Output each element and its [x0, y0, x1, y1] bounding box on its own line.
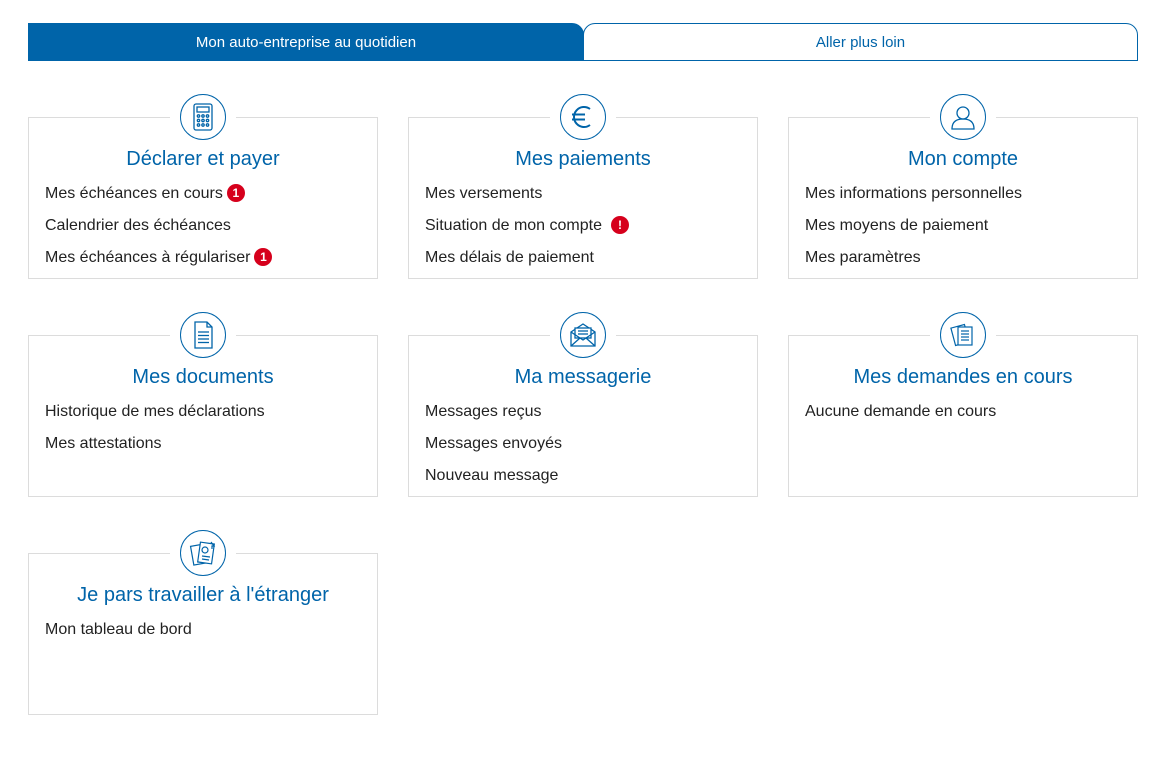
link-delais-paiement[interactable] [425, 247, 747, 279]
card-icon-wrap [930, 312, 996, 360]
link-echeances-regulariser[interactable] [45, 247, 367, 279]
card-icon-wrap [170, 94, 236, 142]
link-label: Historique de mes déclarations [45, 403, 265, 420]
main-tabs [28, 23, 1138, 61]
link-label: Mes moyens de paiement [805, 217, 989, 234]
card-title: Je pars travailler à l'étranger [77, 584, 329, 606]
card-icon-wrap [550, 94, 616, 142]
envelope-icon [560, 312, 606, 358]
link-label: Mes attestations [45, 435, 162, 452]
document-icon [180, 312, 226, 358]
card-icon-wrap [930, 94, 996, 142]
link-label: Calendrier des échéances [45, 217, 231, 234]
link-label: Situation de mon compte [425, 217, 602, 234]
link-aucune-demande [805, 401, 1127, 433]
link-tableau-de-bord[interactable] [45, 619, 367, 651]
card-travailler-etranger [28, 553, 378, 715]
tab-quotidien[interactable]: Mon auto-entreprise au quotidien [28, 23, 584, 61]
card-icon-wrap [550, 312, 616, 360]
link-label: Mes informations personnelles [805, 185, 1022, 202]
link-label: Mes délais de paiement [425, 249, 594, 266]
euro-icon [560, 94, 606, 140]
card-mon-compte [788, 117, 1138, 279]
card-title: Mon compte [907, 148, 1019, 170]
card-declarer-payer [28, 117, 378, 279]
link-messages-recus[interactable] [425, 401, 747, 433]
card-title: Déclarer et payer [126, 148, 280, 170]
card-links [805, 183, 1127, 279]
link-mes-versements[interactable] [425, 183, 747, 215]
link-nouveau-message[interactable] [425, 465, 747, 497]
link-attestations[interactable] [45, 433, 367, 465]
link-label: Mes échéances à régulariser [45, 249, 251, 266]
card-title: Ma messagerie [514, 366, 652, 388]
link-messages-envoyes[interactable] [425, 433, 747, 465]
papers-icon [940, 312, 986, 358]
link-situation-compte[interactable] [425, 215, 747, 247]
link-historique-declarations[interactable] [45, 401, 367, 433]
card-title: Mes demandes en cours [853, 366, 1073, 388]
link-label: Mon tableau de bord [45, 621, 192, 638]
card-links [805, 401, 1127, 433]
card-demandes-en-cours [788, 335, 1138, 497]
card-links [45, 401, 367, 465]
link-label: Mes échéances en cours [45, 185, 223, 202]
link-echeances-en-cours[interactable] [45, 183, 367, 215]
card-title: Mes documents [132, 366, 274, 388]
passport-icon [180, 530, 226, 576]
link-label: Mes versements [425, 185, 543, 202]
card-icon-wrap [170, 530, 236, 578]
card-links [45, 183, 367, 279]
link-parametres[interactable] [805, 247, 1127, 279]
user-icon [940, 94, 986, 140]
link-calendrier-echeances[interactable] [45, 215, 367, 247]
link-label: Messages reçus [425, 403, 542, 420]
card-icon-wrap [170, 312, 236, 360]
card-links [425, 401, 747, 497]
link-label: Nouveau message [425, 467, 559, 484]
tab-aller-plus-loin[interactable]: Aller plus loin [583, 23, 1138, 61]
link-label: Mes paramètres [805, 249, 921, 266]
notification-badge: 1 [227, 184, 245, 202]
card-links [425, 183, 747, 279]
calculator-icon [180, 94, 226, 140]
link-informations-personnelles[interactable] [805, 183, 1127, 215]
card-ma-messagerie [408, 335, 758, 497]
link-label: Aucune demande en cours [805, 403, 997, 420]
card-mes-documents [28, 335, 378, 497]
link-moyens-paiement[interactable] [805, 215, 1127, 247]
card-mes-paiements [408, 117, 758, 279]
link-label: Messages envoyés [425, 435, 562, 452]
card-title: Mes paiements [515, 148, 651, 170]
card-links [45, 619, 367, 651]
notification-badge: 1 [254, 248, 272, 266]
alert-badge: ! [611, 216, 629, 234]
